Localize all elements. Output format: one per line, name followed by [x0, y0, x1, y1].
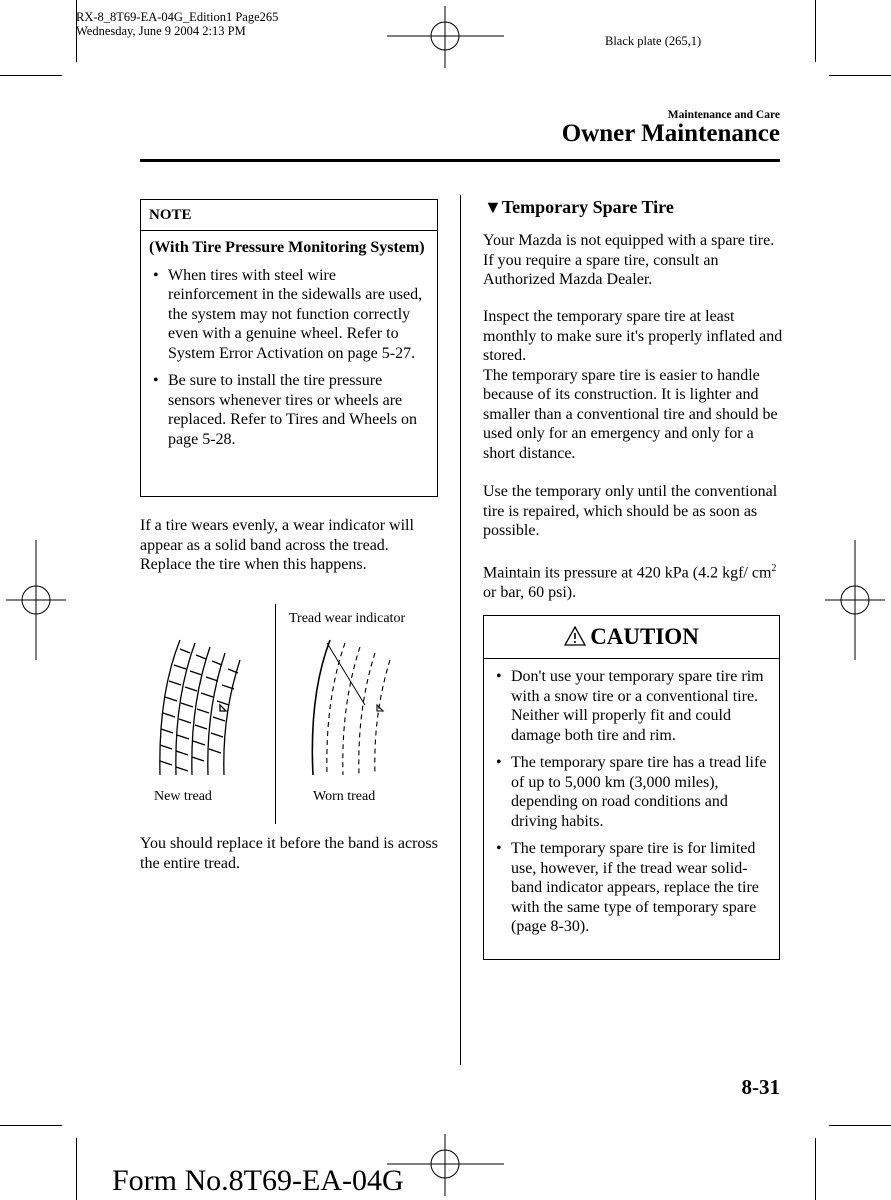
spare-para-2 — [483, 307, 783, 463]
tread-wear-indicator-label: Tread wear indicator — [289, 611, 406, 626]
caution-item: • The temporary spare tire is for limited use, however, if the tread wear solid-band indicator appears, replace the tire with the same type of temporary spare (page 8-30). — [511, 839, 771, 937]
header-rule — [140, 159, 780, 162]
caution-item: • Don't use your temporary spare tire rim with a snow tire or a conventional tire. Neither will properly fit and could damage both tire and rim. — [511, 667, 771, 745]
new-tread-illustration — [150, 635, 265, 785]
note-box — [140, 199, 438, 497]
section-label: Maintenance and Care — [667, 109, 780, 121]
pressure-superscript: 2 — [771, 563, 777, 574]
note-item: • When tires with steel wire reinforcement in the sidewalls are used, the system may not function correctly even with a genuine wheel. Refer to System Error Activation on page 5-27. — [168, 266, 429, 364]
caution-title: CAUTION — [590, 624, 699, 649]
print-info-job: RX-8_8T69-EA-04G_Edition1 Page265 — [76, 10, 279, 24]
worn-tread-illustration — [305, 635, 415, 785]
page-title: Owner Maintenance — [561, 120, 780, 147]
spare-pressure-para — [483, 559, 778, 602]
spare-construction-para: The temporary spare tire is easier to handle because of its construction. It is lighter and smaller than a conventional tire and should be used only for an emergency and only for a short distance. — [483, 366, 778, 462]
spare-inspect-para: Inspect the temporary spare tire at least monthly to make sure it's properly inflated and stored. — [483, 308, 783, 364]
note-subtitle: (With Tire Pressure Monitoring System) — [149, 239, 425, 256]
spare-para-1: Your Mazda is not equipped with a spare tire. If you require a spare tire, consult an Authorized Mazda Dealer. — [483, 232, 775, 288]
spare-tire-heading-text: Temporary Spare Tire — [501, 197, 674, 217]
print-info — [76, 10, 278, 38]
form-number: Form No.8T69-EA-04G — [112, 1164, 404, 1197]
replace-tire-para: Replace the tire when this happens. — [140, 556, 367, 573]
caution-list — [484, 667, 779, 937]
pressure-text-b: or bar, 60 psi). — [483, 583, 577, 601]
caution-item: • The temporary spare tire has a tread life of up to 5,000 km (3,000 miles), depending on road conditions and driving habits. — [511, 753, 771, 831]
new-tread-label: New tread — [154, 789, 212, 804]
wear-indicator-text — [140, 516, 440, 575]
print-info-date: Wednesday, June 9 2004 2:13 PM — [76, 24, 246, 38]
heading-marker: ▼ — [484, 197, 502, 217]
note-list — [141, 266, 437, 450]
plate-info: Black plate (265,1) — [605, 34, 702, 48]
warning-triangle-icon — [564, 626, 586, 646]
column-divider — [460, 195, 461, 1065]
note-item: • Be sure to install the tire pressure sensors whenever tires or wheels are replaced. Refer to Tires and Wheels on page 5-28. — [168, 371, 429, 449]
wear-indicator-para: If a tire wears evenly, a wear indicator will appear as a solid band across the tread. — [140, 517, 414, 554]
replace-before-para: You should replace it before the band is across the entire tread. — [140, 835, 438, 872]
spare-para-3: Use the temporary only until the conventional tire is repaired, which should be as soon as possible. — [483, 483, 778, 539]
caution-header — [484, 616, 779, 659]
spare-tire-heading — [484, 197, 674, 218]
page-number: 8-31 — [741, 1075, 780, 1099]
note-title: NOTE — [141, 200, 437, 231]
pressure-text-a: Maintain its pressure at 420 kPa (4.2 kgf/ cm — [483, 564, 772, 582]
figure-divider — [275, 604, 276, 824]
caution-box — [483, 615, 780, 960]
worn-tread-label: Worn tread — [313, 789, 376, 804]
